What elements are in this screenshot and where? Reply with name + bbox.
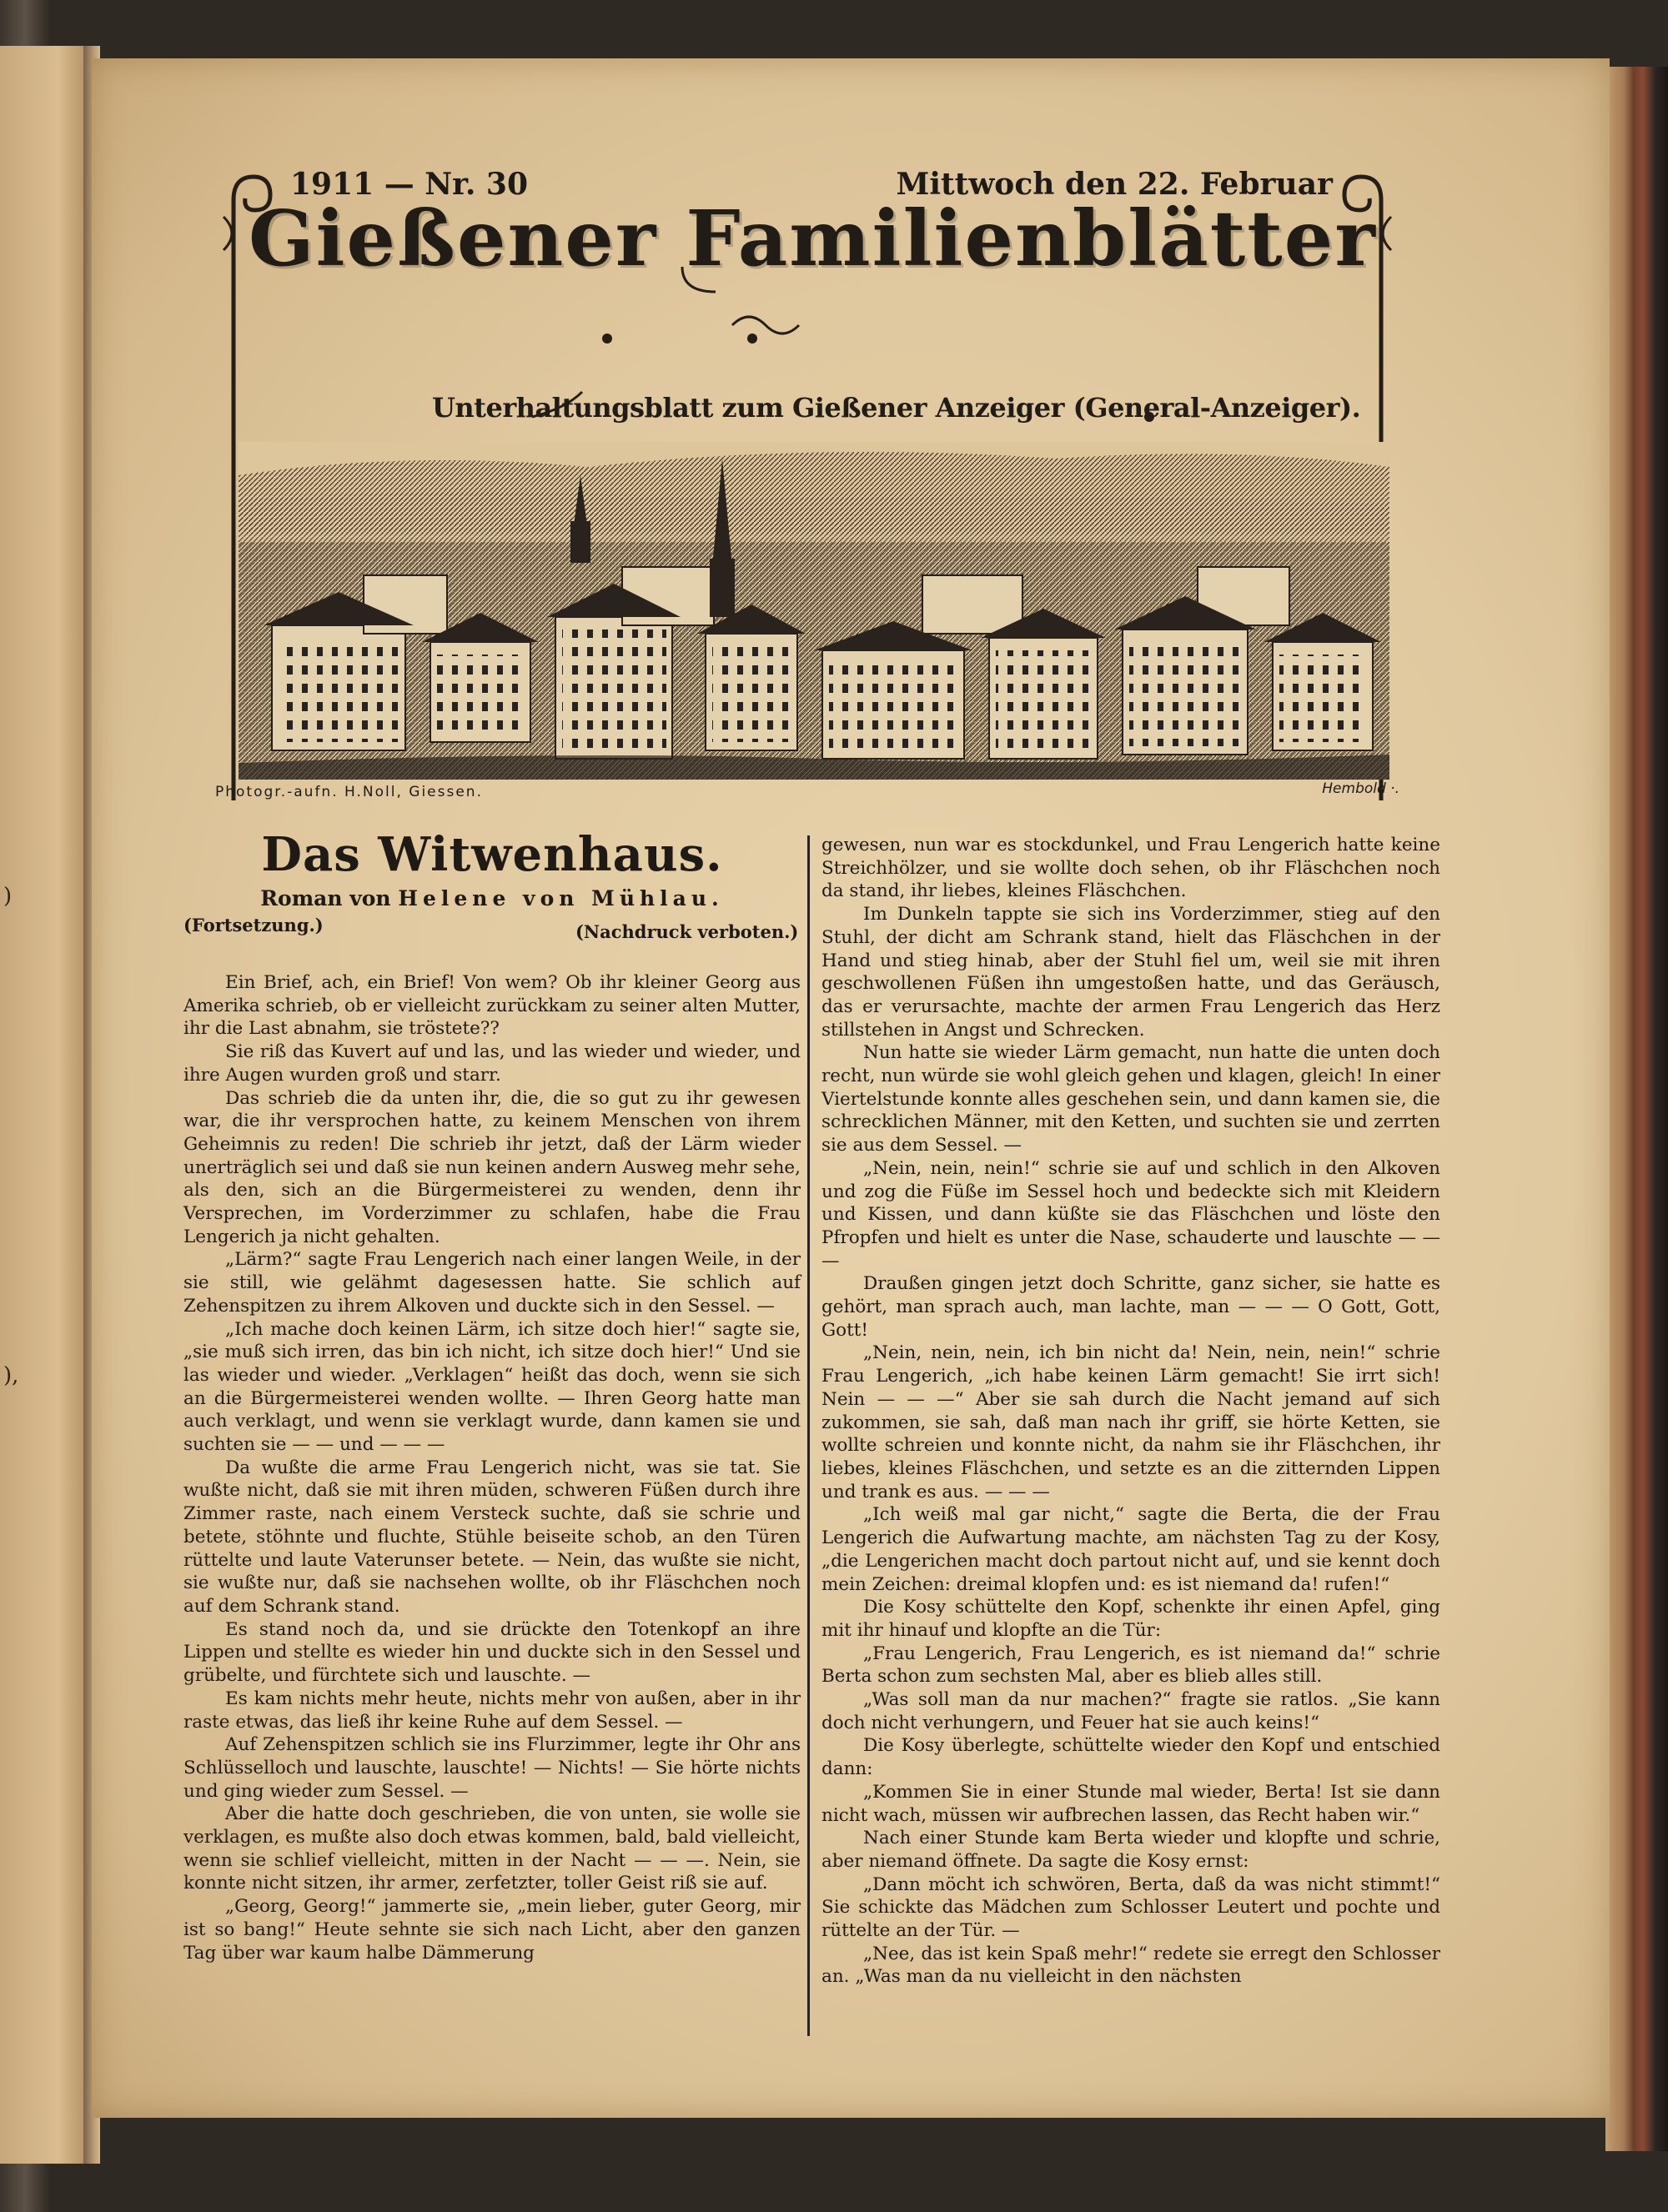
paragraph: „Ich weiß mal gar nicht,“ sagte die Berta, die der Frau Lengerich die Aufwartung machte, am nächsten Tag zu der Kosy, „die Lengerichen macht doch partout nicht auf, und sie kennt doch mein Zeichen: dreimal klopfen und: es ist niemand da! rufen!“ [821, 1504, 1440, 1595]
masthead [215, 167, 1399, 800]
article-byline [183, 886, 801, 910]
paragraph: Die Kosy schüttelte den Kopf, schenkte ihr einen Apfel, ging mit ihr hinauf und klopfte an die Tür: [821, 1597, 1440, 1641]
paragraph: Das schrieb die da unten ihr, die, die so gut zu ihr gewesen war, die ihr versprochen hatte, zu keinem Menschen von ihrem Geheimnis zu reden! Die schrieb ihr jetzt, daß der Lärm wieder unerträglich sei und daß sie nun keinen andern Ausweg mehr sehe, als den, sich an die Bürgermeisterei zu wenden, denn ihr Versprechen, im Vorderzimmer zu schlafen, habe die Frau Lengerich ja nicht gehalten. [183, 1087, 801, 1247]
reprint-notice: (Nachdruck verboten.) [575, 921, 799, 942]
issue-date: Mittwoch den 22. Februar [896, 167, 1333, 202]
paragraph: „Nein, nein, nein!“ schrie sie auf und schlich in den Alkoven und zog die Füße im Sessel hoch und bedeckte sich mit Kleidern und Kissen, und dann küßte sie das Fläschchen und löste den Pfropfen und hielt es unter die Nase, schauderte und lauschte — — — [821, 1157, 1440, 1272]
paragraph: „Kommen Sie in einer Stunde mal wieder, Berta! Ist sie dann nicht wach, müssen wir aufbrechen lassen, das Recht haben wir.“ [821, 1781, 1440, 1826]
newspaper-title: Gießener Familienblätter [249, 193, 1377, 283]
paragraph: gewesen, nun war es stockdunkel, und Frau Lengerich hatte keine Streichhölzer, und sie wollte doch sehen, ob ihr Fläschchen noch da stand, ihr liebes, kleines Fläschchen. [821, 835, 1440, 902]
paragraph: Sie riß das Kuvert auf und las, und las wieder und wieder, und ihre Augen wurden groß und starr. [183, 1041, 801, 1086]
left-page-fragment: ) [3, 884, 13, 909]
town-panorama-illustration [239, 442, 1389, 780]
author-name: Helene von Mühlau. [398, 886, 724, 910]
paragraph: Es stand noch da, und sie drückte den Totenkopf an ihre Lippen und stellte es wieder hin und duckte sich in den Sessel und grübelte, und fürchtete sich und lauschte. — [183, 1618, 801, 1687]
paragraph: Auf Zehenspitzen schlich sie ins Flurzimmer, legte ihr Ohr ans Schlüsselloch und lauschte, lauschte! — Nichts! — Sie hörte nichts und ging wieder zum Sessel. — [183, 1734, 801, 1802]
paragraph: „Was soll man da nur machen?“ fragte sie ratlos. „Sie kann doch nicht verhungern, und Feuer hat sie auch keins!“ [821, 1689, 1440, 1733]
left-page-fragment: ), [3, 1363, 19, 1388]
newspaper-subtitle: Unterhaltungsblatt zum Gießener Anzeiger (General-Anzeiger). [432, 392, 1361, 424]
photo-credit: Photogr.-aufn. H.Noll, Giessen. [215, 784, 483, 800]
paragraph: Die Kosy überlegte, schüttelte wieder den Kopf und entschied dann: [821, 1735, 1440, 1780]
article-title: Das Witwenhaus. [261, 827, 723, 882]
paragraph: „Dann möcht ich schwören, Berta, daß da was nicht stimmt!“ Sie schickte das Mädchen zum Schlosser Leutert und pochte und rüttelte an der Tür. — [821, 1873, 1440, 1942]
article-column-left [183, 971, 801, 1964]
engraver-credit: Hembold ·. [1322, 780, 1399, 797]
paragraph: Aber die hatte doch geschrieben, die von unten, sie wolle sie verklagen, es mußte also doch etwas kommen, bald, bald vielleicht, wenn sie schlief vielleicht, mitten in der Nacht — — —. Nein, sie konnte nicht sitzen, ihr armer, zerfetzter, toller Geist riß sie auf. [183, 1803, 801, 1894]
paragraph: „Georg, Georg!“ jammerte sie, „mein lieber, guter Georg, mir ist so bang!“ Heute sehnte sie sich nach Licht, aber den ganzen Tag über war kaum halbe Dämmerung [183, 1896, 801, 1964]
paragraph: Da wußte die arme Frau Lengerich nicht, was sie tat. Sie wußte nicht, daß sie mit ihren müden, schweren Füßen durch ihre Zimmer raste, nach einem Versteck suchte, daß sie schrie und betete, stöhnte und fluchte, Stühle beiseite schob, an den Türen rüttelte und laute Vaterunser betete. — Nein, das wußte sie nicht, sie wußte nur, daß sie nachsehen wollte, ob ihr Fläschchen noch auf dem Schrank stand. [183, 1457, 801, 1617]
paragraph: Nach einer Stunde kam Berta wieder und klopfte und schrie, aber niemand öffnete. Da sagte die Kosy ernst: [821, 1828, 1440, 1872]
paragraph: Ein Brief, ach, ein Brief! Von wem? Ob ihr kleiner Georg aus Amerika schrieb, ob er vielleicht zurückkam zu seiner alten Mutter, ihr die Last abnahm, sie tröstete?? [183, 972, 801, 1040]
left-page-edge [0, 46, 83, 2164]
paragraph: „Frau Lengerich, Frau Lengerich, es ist niemand da!“ schrie Berta schon zum sechsten Mal, aber es blieb alles still. [821, 1643, 1440, 1688]
paragraph: „Nein, nein, nein, ich bin nicht da! Nein, nein, nein!“ schrie Frau Lengerich, „ich habe keinen Lärm gemacht! Sie irrt sich! Nein — — —“ Aber sie sah durch die Nacht jemand auf sich zukommen, sie sah, daß man nach ihr griff, sie hörte Ketten, sie wollte schreien und konnte nicht, da nahm sie ihr Fläschchen, ihr liebes, kleines Fläschchen, und setzte es an die zitternden Lippen und trank es aus. — — — [821, 1342, 1440, 1502]
paragraph: Im Dunkeln tappte sie sich ins Vorderzimmer, stieg auf den Stuhl, der dicht am Schrank stand, hielt das Fläschchen in der Hand und stieg hinab, aber der Stuhl fiel um, weil sie mit ihren geschwollenen Füßen ihn umgestoßen hatte, und das Geräusch, das er verursachte, machte der armen Frau Lengerich das Herz stillstehen in Angst und Schrecken. [821, 904, 1440, 1041]
article-column-right [821, 834, 1440, 1989]
paragraph: „Ich mache doch keinen Lärm, ich sitze doch hier!“ sagte sie, „sie muß sich irren, das bin ich nicht, ich sitze doch hier!“ Und sie las wieder und wieder. „Verklagen“ heißt das doch, wenn sie sich an die Bürgermeisterei wenden wollte. — Ihren Georg hatte man auch verklagt, und wenn sie verklagt wurde, dann kamen sie und suchten sie — — und — — — [183, 1318, 801, 1456]
paragraph: Es kam nichts mehr heute, nichts mehr von außen, aber in ihr raste etwas, das ließ ihr keine Ruhe auf dem Sessel. — [183, 1688, 801, 1733]
column-divider [807, 835, 810, 2036]
paragraph: Nun hatte sie wieder Lärm gemacht, nun hatte die unten doch recht, nun würde sie wohl gleich gehen und klagen, gleich! In einer Viertelstunde konnte alles geschehen sein, und dann kamen sie, die schrecklichen Männer, mit den Ketten, und suchten sie und zerrten sie aus dem Sessel. — [821, 1042, 1440, 1156]
issue-number: 1911 — Nr. 30 [290, 167, 528, 202]
paragraph: Draußen gingen jetzt doch Schritte, ganz sicher, sie hatte es gehört, man sprach auch, man lachte, man — — — O Gott, Gott, Gott! [821, 1273, 1440, 1341]
paragraph: „Lärm?“ sagte Frau Lengerich nach einer langen Weile, in der sie still, wie gelähmt dagesessen hatte. Sie schlich auf Zehenspitzen zu ihrem Alkoven und duckte sich in den Sessel. — [183, 1249, 801, 1317]
paragraph: „Nee, das ist kein Spaß mehr!“ redete sie erregt den Schlosser an. „Was man da nu vielleicht in den nächsten [821, 1943, 1440, 1988]
continuation-note: (Fortsetzung.) [183, 915, 324, 935]
byline-prefix: Roman von [260, 886, 391, 910]
page-stack-edge [1605, 67, 1668, 2151]
